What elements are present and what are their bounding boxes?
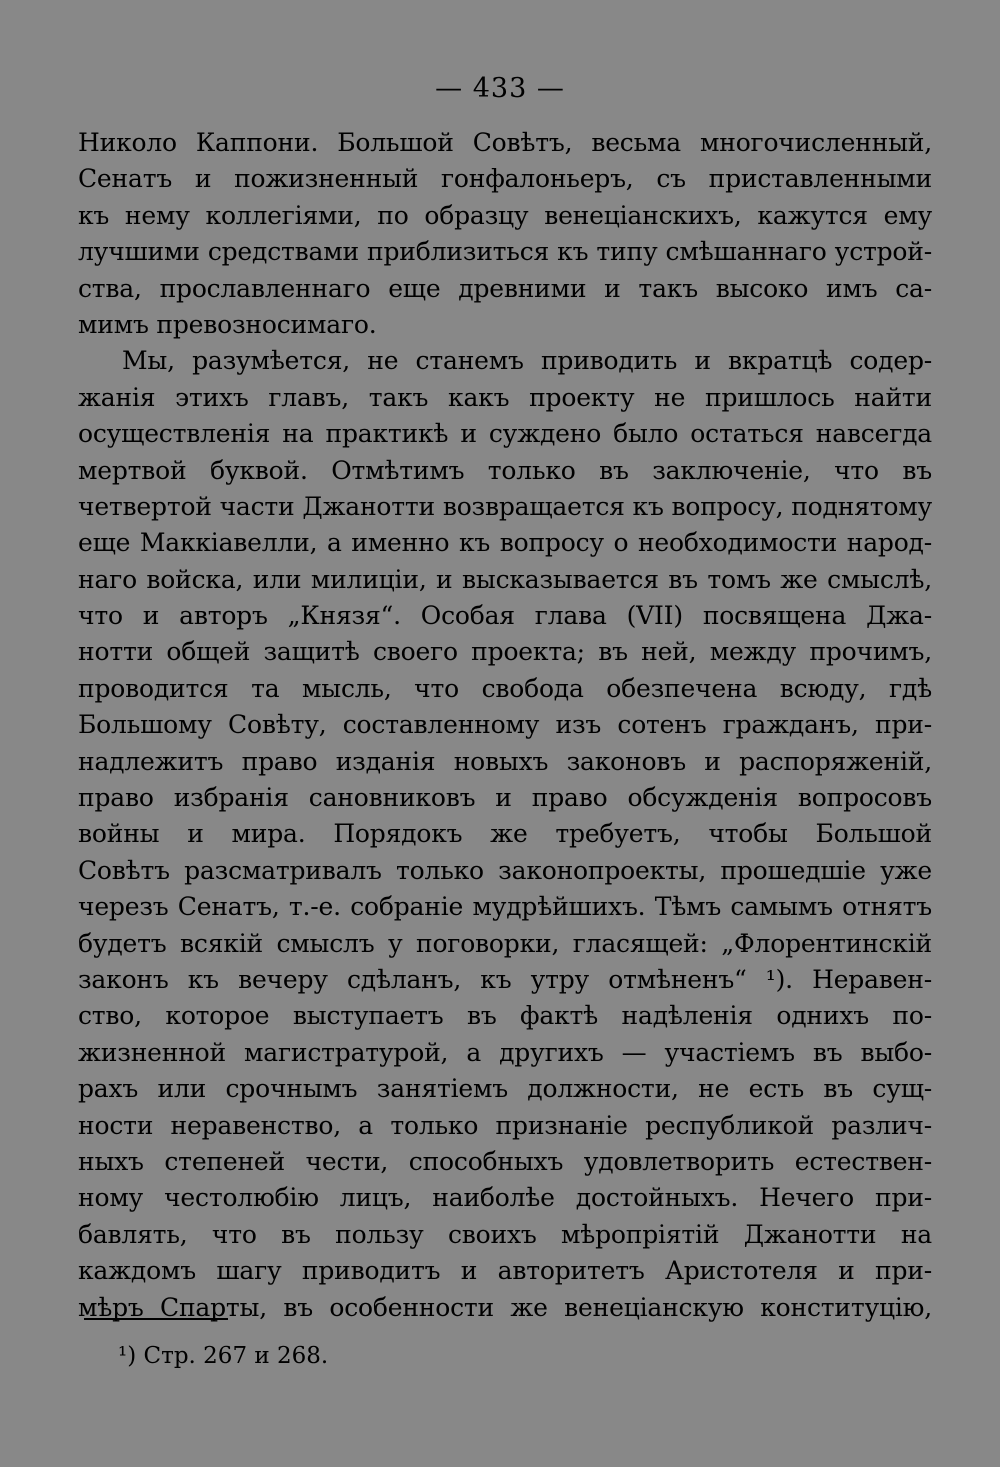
text-line: Сенатъ и пожизненный гонфалоньеръ, съ приставленными bbox=[78, 164, 932, 194]
body-text bbox=[78, 125, 932, 1326]
text-line: надлежитъ право изданія новыхъ законовъ и распоряженій, bbox=[78, 746, 932, 776]
text-line: бавлять, что въ пользу своихъ мѣропріятій Джанотти на bbox=[78, 1219, 932, 1249]
text-line: ности неравенство, а только признаніе республикой различ- bbox=[78, 1110, 932, 1140]
text-line: будетъ всякій смыслъ у поговорки, гласящей: „Флорентинскій bbox=[78, 928, 932, 958]
text-line: ство, которое выступаетъ въ фактѣ надѣленія однихъ по- bbox=[78, 1001, 932, 1031]
text-line: четвертой части Джанотти возвращается къ вопросу, поднятому bbox=[78, 491, 932, 521]
text-line: Совѣтъ разсматривалъ только законопроекты, прошедшіе уже bbox=[78, 855, 932, 885]
paragraph-1 bbox=[78, 125, 932, 343]
text-line: право избранія сановниковъ и право обсужденія вопросовъ bbox=[78, 783, 932, 813]
text-line: осуществленія на практикѣ и суждено было остаться навсегда bbox=[78, 419, 932, 449]
text-line: законъ къ вечеру сдѣланъ, къ утру отмѣненъ“ ¹). Неравен- bbox=[78, 964, 932, 994]
text-line: лучшими средствами приблизиться къ типу смѣшаннаго устрой- bbox=[78, 237, 932, 267]
text-line: Николо Каппони. Большой Совѣтъ, весьма многочисленный, bbox=[78, 128, 932, 157]
text-line: жанія этихъ главъ, такъ какъ проекту не пришлось найти bbox=[78, 382, 932, 412]
text-line: ства, прославленнаго еще древними и такъ высоко имъ са- bbox=[78, 273, 932, 303]
text-line: каждомъ шагу приводитъ и авторитетъ Аристотеля и при- bbox=[78, 1256, 932, 1286]
text-line: къ нему коллегіями, по образцу венеціанскихъ, кажутся ему bbox=[78, 200, 932, 230]
footnote: ¹) Стр. 267 и 268. bbox=[118, 1343, 329, 1369]
text-line: рахъ или срочнымъ занятіемъ должности, не есть въ сущ- bbox=[78, 1074, 932, 1104]
page-number: — 433 — bbox=[435, 73, 565, 104]
text-line: еще Маккіавелли, а именно къ вопросу о необходимости народ- bbox=[78, 528, 932, 558]
text-line: что и авторъ „Князя“. Особая глава (VII) посвящена Джа- bbox=[78, 601, 932, 631]
text-line: черезъ Сенатъ, т.-е. собраніе мудрѣйшихъ. Тѣмъ самымъ отнятъ bbox=[78, 892, 932, 922]
text-line: войны и мира. Порядокъ же требуетъ, чтобы Большой bbox=[78, 819, 932, 849]
text-line: наго войска, или милиціи, и высказывается въ томъ же смыслѣ, bbox=[78, 564, 932, 594]
text-line: ному честолюбію лицъ, наиболѣе достойныхъ. Нечего при- bbox=[78, 1183, 932, 1213]
text-line: мимъ превозносимаго. bbox=[78, 309, 377, 339]
text-line: проводится та мысль, что свобода обезпечена всюду, гдѣ bbox=[78, 673, 932, 703]
text-line: ныхъ степеней чести, способныхъ удовлетворить естествен- bbox=[78, 1146, 932, 1176]
text-line: Большому Совѣту, составленному изъ сотенъ гражданъ, при- bbox=[78, 710, 932, 740]
paragraph-2 bbox=[78, 343, 932, 1326]
text-line: нотти общей защитѣ своего проекта; въ ней, между прочимъ, bbox=[78, 637, 932, 667]
text-line: мертвой буквой. Отмѣтимъ только въ заключеніе, что въ bbox=[78, 455, 932, 485]
text-line: жизненной магистратурой, а другихъ — участіемъ въ выбо- bbox=[78, 1037, 932, 1067]
text-line: мѣръ Спарты, въ особенности же венеціанскую конституцію, bbox=[78, 1292, 932, 1322]
footnote-divider bbox=[84, 1318, 228, 1320]
text-line: Мы, разумѣется, не станемъ приводить и вкратцѣ содер- bbox=[122, 346, 932, 376]
